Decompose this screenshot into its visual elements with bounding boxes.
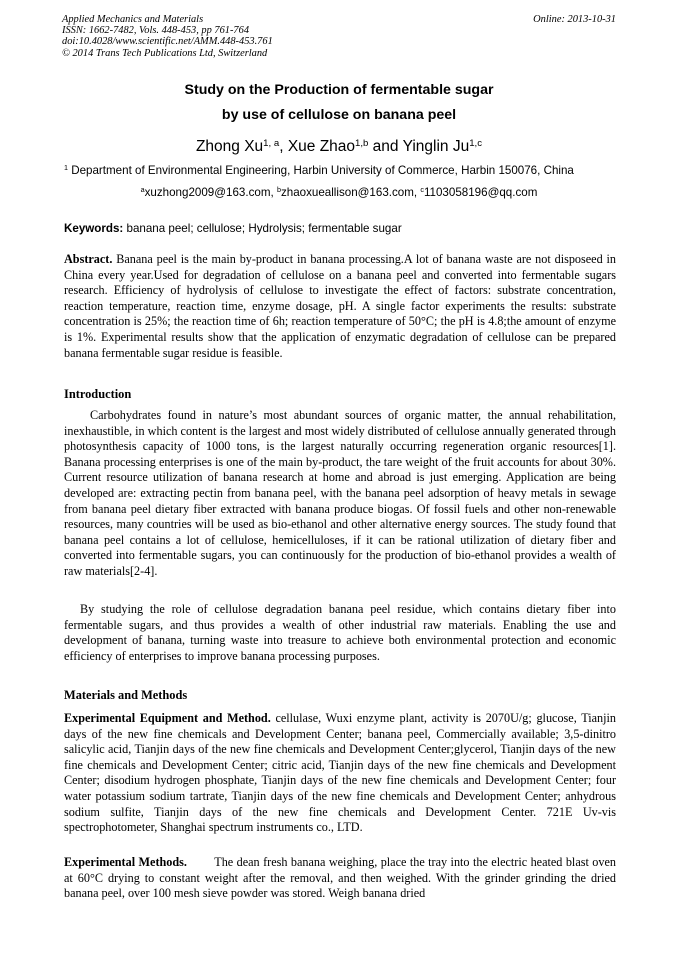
intro-paragraph-2: By studying the role of cellulose degradation banana peel residue, which contains dietary fiber into fermentable sugars, and thus provides a wealth of other industrial raw materials. Enabling the use and development of banana, turning waste into treasure to achieve both environmental protection and economic efficiency of enterprises to improve banana processing purposes. [64, 602, 616, 663]
affiliation-text: Department of Environmental Engineering, Harbin University of Commerce, Harbin 150076, China [68, 164, 574, 177]
keywords-label: Keywords: [64, 222, 124, 235]
methods-text: The dean fresh banana weighing, place the tray into the electric heated blast oven at 60°C drying to constant weight after the removal, and then weighed. With the grinder grinding the dried banana peel, over 100 mesh sieve powder was stored. Weigh banana dried [64, 855, 620, 901]
doi-line: doi:10.4028/www.scientific.net/AMM.448-453.761 [62, 36, 273, 48]
author-name: Yinglin Ju [402, 138, 470, 155]
email-address: 1103058196@qq.com [423, 186, 538, 199]
author-superscript: 1, a [263, 137, 280, 149]
abstract-text: Banana peel is the main by-product in banana processing.A lot of banana waste are not disposeed in China every year.Used for degradation of cellulose on a banana peel and converted into fermentable sugars research. Efficiency of hydrolysis of cellulose to investigate the effect of factors: substrate concentration, reaction temperature, reaction time, enzyme dosage, pH. A single factor experiments the results: substrate concentration is 25%; the reaction time of 6h; reaction temperature of 50°C; the pH is 4.8;the amount of enzyme is 1%. Experimental results show that the application of enzymatic degradation of cellulose can be prepared banana fermentable sugar residue is feasible. [64, 252, 616, 360]
abstract-paragraph [64, 252, 616, 361]
author-separator: , [279, 138, 288, 155]
email-superscript: b [276, 185, 281, 195]
keywords [64, 222, 618, 235]
journal-name: Applied Mechanics and Materials [62, 14, 204, 25]
methods-label: Experimental Methods. [64, 855, 187, 869]
intro-paragraph-1: Carbohydrates found in nature’s most abundant sources of organic matter, the annual rehabilitation, inexhaustible, in which content is the largest and most widely distributed of cellulose annually generated through photosynthesis capacity of 1000 tons, is the largest naturally occurring regeneration organic resources[1]. Banana processing enterprises is one of the main by-product, the tare weight of the fruit accounts for about 30%. Current resource utilization of banana research at home and abroad is just emerging. Application are being developed are: extracting pectin from banana peel, with the banana peel adsorption of heavy metals in sewage from banana peel dietary fiber extracted with banana produce biogas. Of fossil fuels and other non-renewable resources, many countries will be used as bio-ethanol and other alternative energy sources. The study found that banana peel contains a lot of cellulose, hemicelluloses, if it can be rational utilization of dietary fiber and converted into fermentable sugars, you can continuously for the production of bio-ethanol provides a wealth of raw materials[2-4]. [64, 408, 616, 578]
author-list [0, 138, 678, 156]
author-superscript: 1,c [469, 137, 483, 149]
email-separator: , [270, 186, 277, 199]
section-heading-introduction: Introduction [64, 387, 132, 401]
author-emails [0, 186, 678, 199]
section-heading-materials-methods: Materials and Methods [64, 688, 188, 702]
author-superscript: 1,b [355, 137, 369, 149]
equipment-label: Experimental Equipment and Method. [64, 711, 271, 725]
issn-line: ISSN: 1662-7482, Vols. 448-453, pp 761-764 [62, 25, 250, 37]
author-name: Xue Zhao [287, 138, 356, 155]
copyright-line: © 2014 Trans Tech Publications Ltd, Switzerland [62, 47, 268, 59]
paper-title-line-1: Study on the Production of fermentable sugar [184, 82, 494, 98]
author-separator: and [368, 138, 403, 155]
equipment-paragraph [64, 711, 616, 836]
affiliation-superscript: 1 [64, 163, 68, 173]
keywords-text: banana peel; cellulose; Hydrolysis; fermentable sugar [123, 222, 402, 235]
email-address: zhaoxueallison@163.com [280, 186, 414, 199]
online-date: Online: 2013-10-31 [533, 14, 616, 25]
email-superscript: a [140, 185, 145, 195]
author-name: Zhong Xu [195, 138, 264, 155]
email-separator: , [413, 186, 421, 199]
paper-title-line-2: by use of cellulose on banana peel [221, 107, 457, 123]
email-superscript: c [420, 185, 424, 195]
journal-header [62, 14, 616, 59]
methods-paragraph [64, 855, 620, 902]
affiliation [64, 164, 618, 177]
abstract-label: Abstract. [64, 252, 113, 266]
equipment-text: cellulase, Wuxi enzyme plant, activity is 2070U/g; glucose, Tianjin days of the new fine chemicals and Development Center; banana peel, Commercially available; 3,5-dinitro salicylic acid, Tianjin days of the new fine chemicals and Development Center;glycerol, Tianjin days of the new fine chemicals and Development Center; citric acid, Tianjin days of the new fine chemicals and Development Center; disodium hydrogen phosphate, Tianjin days of the new fine chemicals and Development Center; four water potassium sodium tartrate, Tianjin days of the new fine chemicals and Development Center; anhydrous sodium sulfite, Tianjin days of the new fine chemicals and Development Center. 721E Uv-vis spectrophotometer, Shanghai spectrum instruments co., LTD. [64, 711, 616, 835]
email-address: xuzhong2009@163.com [144, 186, 271, 199]
